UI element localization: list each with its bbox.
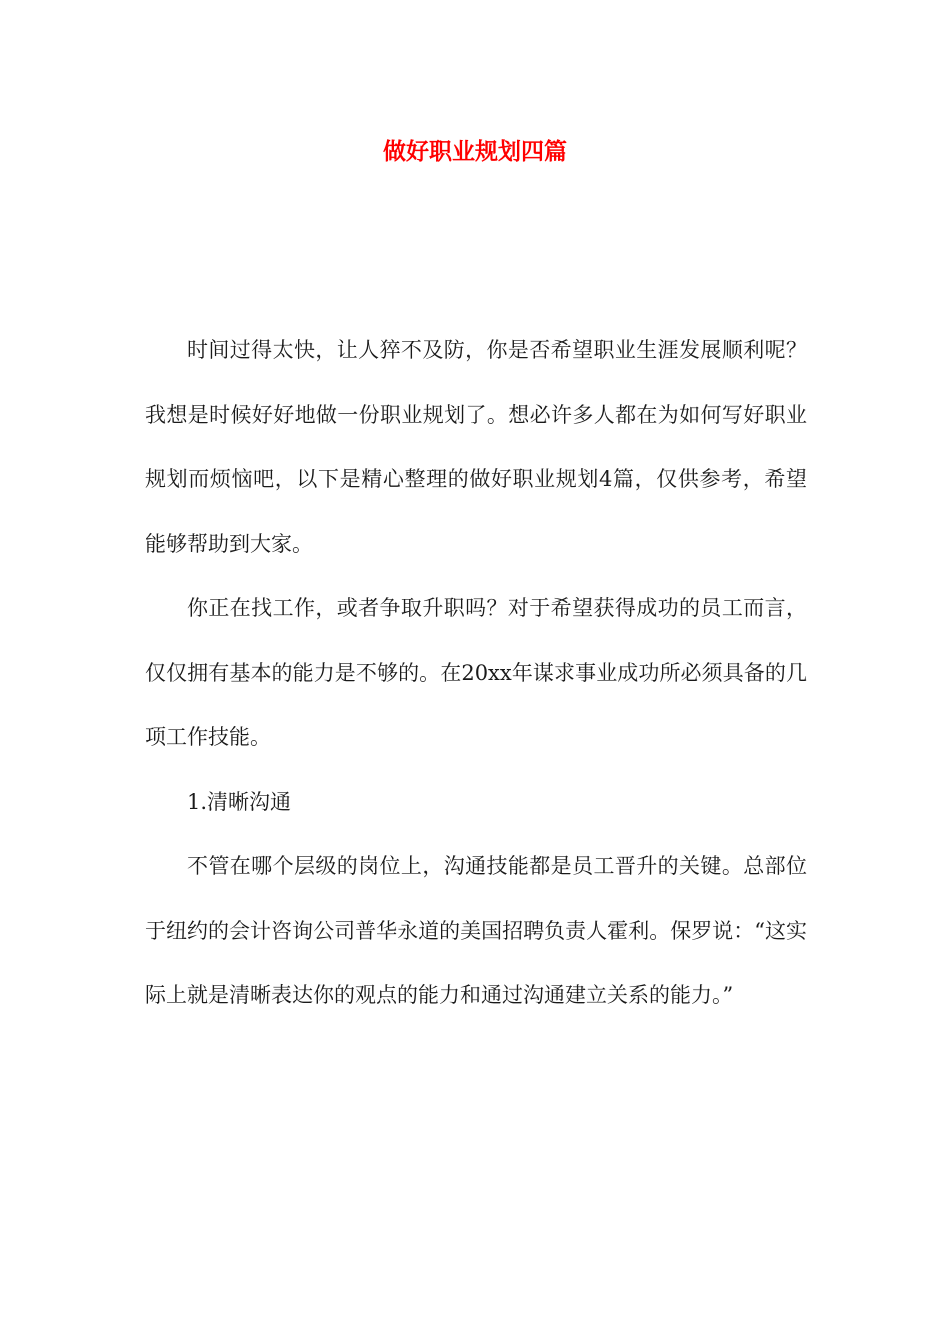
- document-body: [145, 318, 807, 1028]
- section-heading-clear-communication: 1.清晰沟通: [187, 789, 292, 814]
- document-title: 做好职业规划四篇: [383, 139, 567, 165]
- paragraph-communication: 不管在哪个层级的岗位上，沟通技能都是员工晋升的关键。总部位于纽约的会计咨询公司普华永道的美国招聘负责人霍利。保罗说：“这实际上就是清晰表达你的观点的能力和通过沟通建立关系的能力。”: [145, 854, 807, 1007]
- paragraph-intro: 时间过得太快，让人猝不及防，你是否希望职业生涯发展顺利呢？我想是时候好好地做一份职业规划了。想必许多人都在为如何写好职业规划而烦恼吧，以下是精心整理的做好职业规划4篇，仅供参考，希望能够帮助到大家。: [145, 338, 807, 556]
- paragraph-job-skills: 你正在找工作，或者争取升职吗？对于希望获得成功的员工而言，仅仅拥有基本的能力是不够的。在20xx年谋求事业成功所必须具备的几项工作技能。: [145, 596, 807, 749]
